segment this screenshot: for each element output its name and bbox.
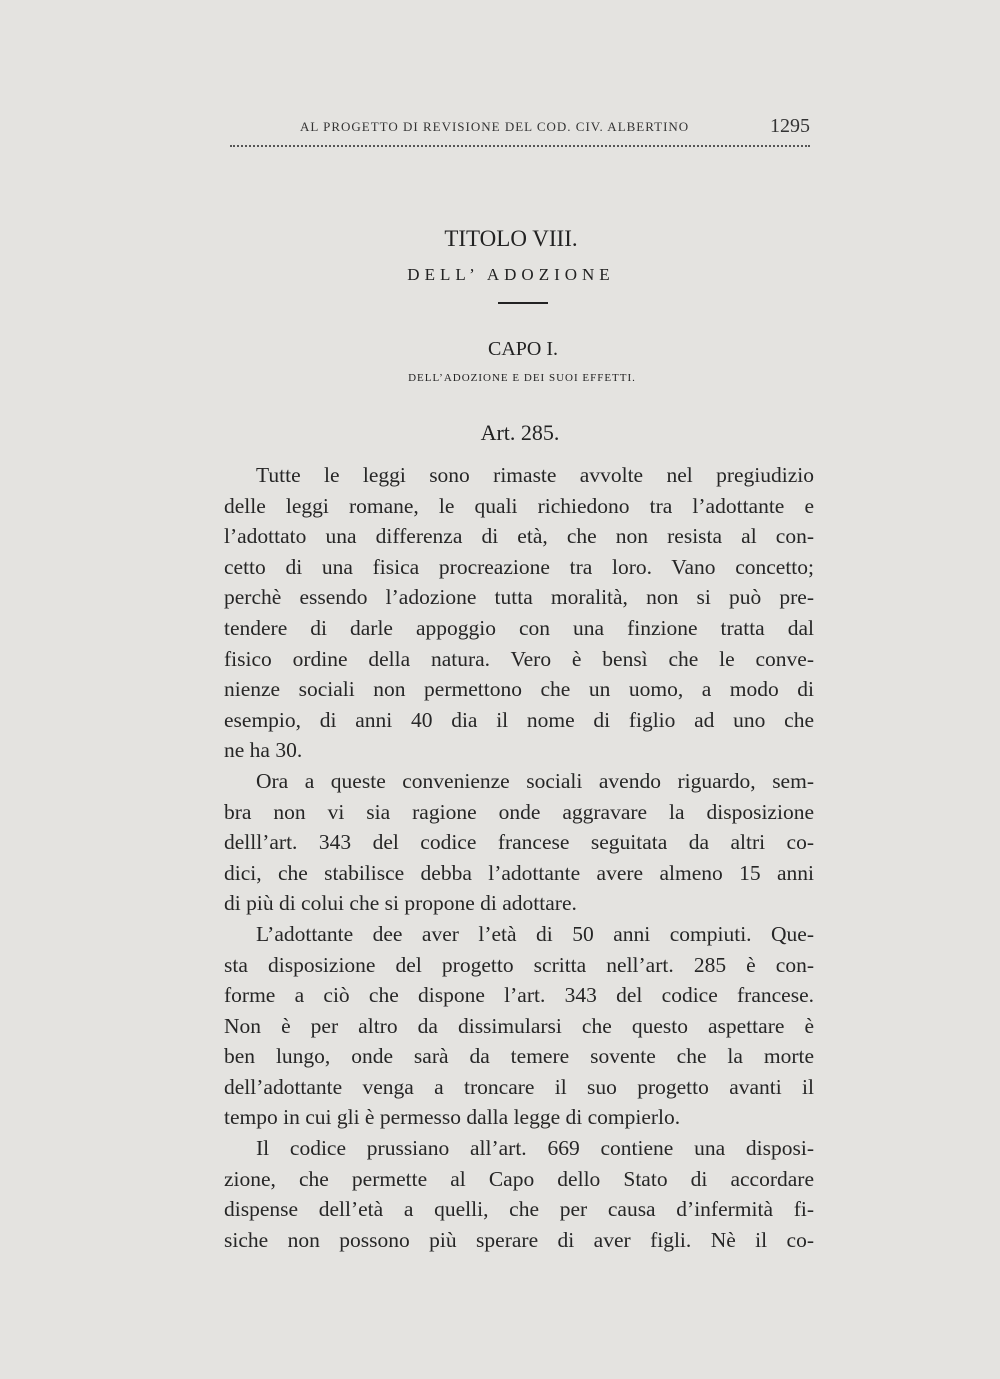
text-line: zione, che permette al Capo dello Stato di accordare [224,1166,814,1191]
text-line: tempo in cui gli è permesso dalla legge di compierlo. [224,1105,681,1130]
body-text [224,460,814,1255]
text-line: fisico ordine della natura. Vero è bensì che le conve- [224,646,814,671]
text-line: delle leggi romane, le quali richiedono tra l’adottante e [224,493,814,518]
text-line: forme a ciò che dispone l’art. 343 del codice francese. [224,983,814,1008]
page-number: 1295 [770,115,810,137]
text-line: l’adottato una differenza di età, che non resista al con- [224,524,814,549]
text-line: nienze sociali non permettono che un uomo, a modo di [224,677,814,702]
text-line: L’adottante dee aver l’età di 50 anni compiuti. Que- [256,921,814,946]
article-heading: Art. 285. [480,420,560,445]
text-line: dell’adottante venga a troncare il suo progetto avanti il [224,1074,814,1099]
text-line: sta disposizione del progetto scritta nell’art. 285 è con- [224,952,814,977]
text-line: Non è per altro da dissimularsi che questo aspettare è [224,1013,814,1038]
text-line: ne ha 30. [224,738,303,763]
section-title: TITOLO VIII. [444,226,578,251]
text-line: di più di colui che si propone di adottare. [224,891,577,916]
text-line: tendere di darle appoggio con una finzione tratta dal [224,615,814,640]
section-subtitle: DELL’ ADOZIONE [407,265,615,284]
text-line: dici, che stabilisce debba l’adottante avere almeno 15 anni [224,860,814,885]
text-line: dispense dell’età a quelli, che per causa d’infermità fi- [224,1197,814,1222]
text-line: siche non possono più sperare di aver figli. Nè il co- [224,1227,814,1252]
text-line: perchè essendo l’adozione tutta moralità, non si può pre- [224,585,814,610]
running-header [230,115,810,147]
text-line: Il codice prussiano all’art. 669 contiene una disposi- [256,1136,814,1161]
text-line: cetto di una fisica procreazione tra loro. Vano concetto; [224,554,814,579]
text-line: Tutte le leggi sono rimaste avvolte nel pregiudizio [256,463,814,487]
text-line: bra non vi sia ragione onde aggravare la disposizione [224,799,814,824]
title-divider [498,302,548,304]
text-line: ben lungo, onde sarà da temere sovente che la morte [224,1044,814,1069]
text-line: esempio, di anni 40 dia il nome di figlio ad uno che [224,707,814,732]
chapter-subtitle: DELL’ADOZIONE E DEI SUOI EFFETTI. [408,372,636,384]
text-line: delll’art. 343 del codice francese seguitata da altri co- [224,830,814,855]
chapter-title: CAPO I. [487,338,558,360]
text-line: Ora a queste convenienze sociali avendo riguardo, sem- [256,768,814,793]
running-title: AL PROGETTO DI REVISIONE DEL COD. CIV. ALBERTINO [300,119,690,134]
